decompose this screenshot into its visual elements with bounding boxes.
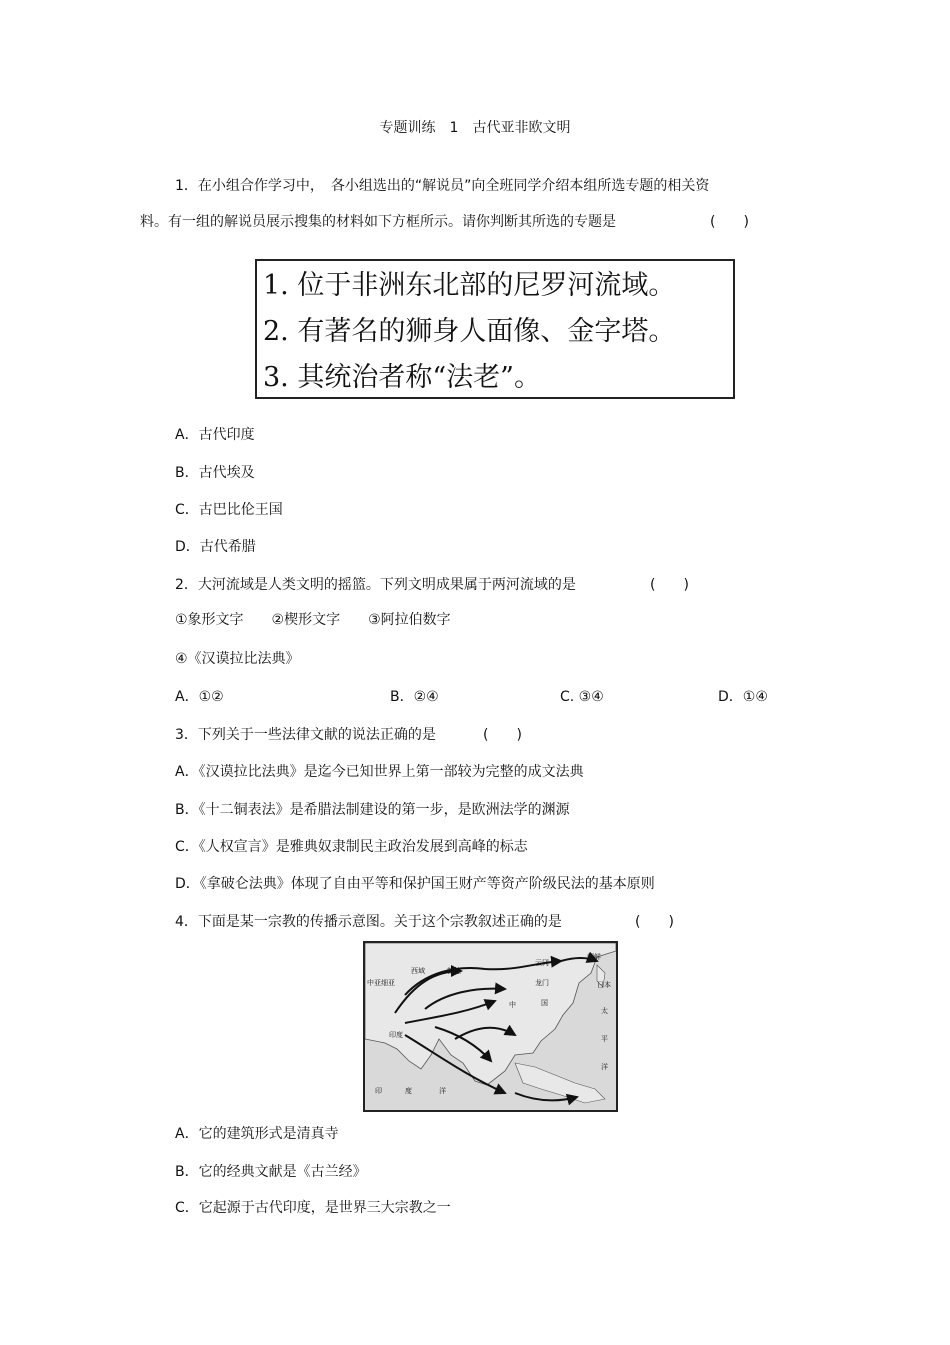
religion-spread-map bbox=[363, 941, 618, 1112]
map-label-western-regions: 西域 bbox=[411, 967, 425, 975]
q4-answer-paren: ( ) bbox=[635, 914, 674, 930]
map-label-china-1: 中 bbox=[509, 1001, 516, 1009]
map-label-dunhuang: 敦煌 bbox=[447, 967, 461, 975]
map-label-indian-ocean-3: 洋 bbox=[439, 1087, 446, 1095]
q2-items-line2: ④《汉谟拉比法典》 bbox=[175, 651, 300, 667]
q2-answer-paren: ( ) bbox=[650, 577, 689, 593]
q1-material-box bbox=[255, 259, 735, 399]
q3-answer-paren: ( ) bbox=[483, 727, 522, 743]
map-label-indian-ocean-2: 度 bbox=[405, 1087, 412, 1095]
map-label-china-2: 国 bbox=[541, 999, 548, 1007]
q2-option-b: B．②④ bbox=[390, 689, 439, 705]
q2-option-a: A．①② bbox=[175, 689, 224, 705]
map-drawing bbox=[365, 943, 616, 1110]
map-label-joseon: 朝鲜 bbox=[587, 953, 601, 961]
landmass-outline bbox=[365, 943, 616, 1085]
page-title: 专题训练 1 古代亚非欧文明 bbox=[379, 120, 571, 136]
q4-option-c: C．它起源于古代印度，是世界三大宗教之一 bbox=[175, 1200, 451, 1216]
map-label-pacific-3: 洋 bbox=[601, 1063, 608, 1071]
q2-stem: 2．大河流域是人类文明的摇篮。下列文明成果属于两河流域的是 bbox=[175, 577, 576, 593]
q2-items-line1: ①象形文字 ②楔形文字 ③阿拉伯数字 bbox=[175, 612, 451, 628]
q4-option-a: A．它的建筑形式是清真寺 bbox=[175, 1126, 339, 1142]
q4-option-b: B．它的经典文献是《古兰经》 bbox=[175, 1164, 367, 1180]
q1-stem-line1: 1．在小组合作学习中， 各小组选出的“解说员”向全班同学介绍本组所选专题的相关资 bbox=[175, 178, 710, 194]
q1-box-line-2: 2. 有著名的狮身人面像、金字塔。 bbox=[263, 316, 676, 347]
map-label-indian-ocean-1: 印 bbox=[375, 1087, 382, 1095]
q3-stem: 3．下列关于一些法律文献的说法正确的是 bbox=[175, 727, 436, 743]
map-label-longmen: 龙门 bbox=[535, 979, 549, 987]
map-label-japan: 日本 bbox=[597, 981, 611, 989]
q1-option-a: A．古代印度 bbox=[175, 427, 255, 443]
map-label-yungang: 云冈 bbox=[535, 959, 549, 967]
map-label-central-asia: 中亚细亚 bbox=[367, 979, 395, 987]
map-label-pacific-2: 平 bbox=[601, 1035, 608, 1043]
map-label-pacific-1: 太 bbox=[601, 1007, 608, 1015]
q3-option-b: B．《十二铜表法》是希腊法制建设的第一步，是欧洲法学的渊源 bbox=[175, 802, 570, 818]
q1-box-line-3: 3. 其统治者称“法老”。 bbox=[263, 362, 541, 393]
q3-option-d: D．《拿破仑法典》体现了自由平等和保护国王财产等资产阶级民法的基本原则 bbox=[175, 876, 655, 892]
q1-option-c: C．古巴比伦王国 bbox=[175, 502, 283, 518]
q3-option-a: A．《汉谟拉比法典》是迄今已知世界上第一部较为完整的成文法典 bbox=[175, 764, 584, 780]
q1-stem-line2: 料。有一组的解说员展示搜集的材料如下方框所示。请你判断其所选的专题是 bbox=[140, 214, 616, 230]
q1-option-d: D．古代希腊 bbox=[175, 539, 256, 555]
q4-stem: 4．下面是某一宗教的传播示意图。关于这个宗教叙述正确的是 bbox=[175, 914, 562, 930]
q1-option-b: B．古代埃及 bbox=[175, 465, 255, 481]
q3-option-c: C．《人权宣言》是雅典奴隶制民主政治发展到高峰的标志 bbox=[175, 839, 528, 855]
q1-box-line-1: 1. 位于非洲东北部的尼罗河流域。 bbox=[263, 270, 676, 301]
q1-answer-paren: ( ) bbox=[710, 214, 749, 230]
q2-option-d: D．①④ bbox=[718, 689, 768, 705]
q2-option-c: C. ③④ bbox=[560, 689, 604, 705]
map-label-india: 印度 bbox=[389, 1031, 403, 1039]
